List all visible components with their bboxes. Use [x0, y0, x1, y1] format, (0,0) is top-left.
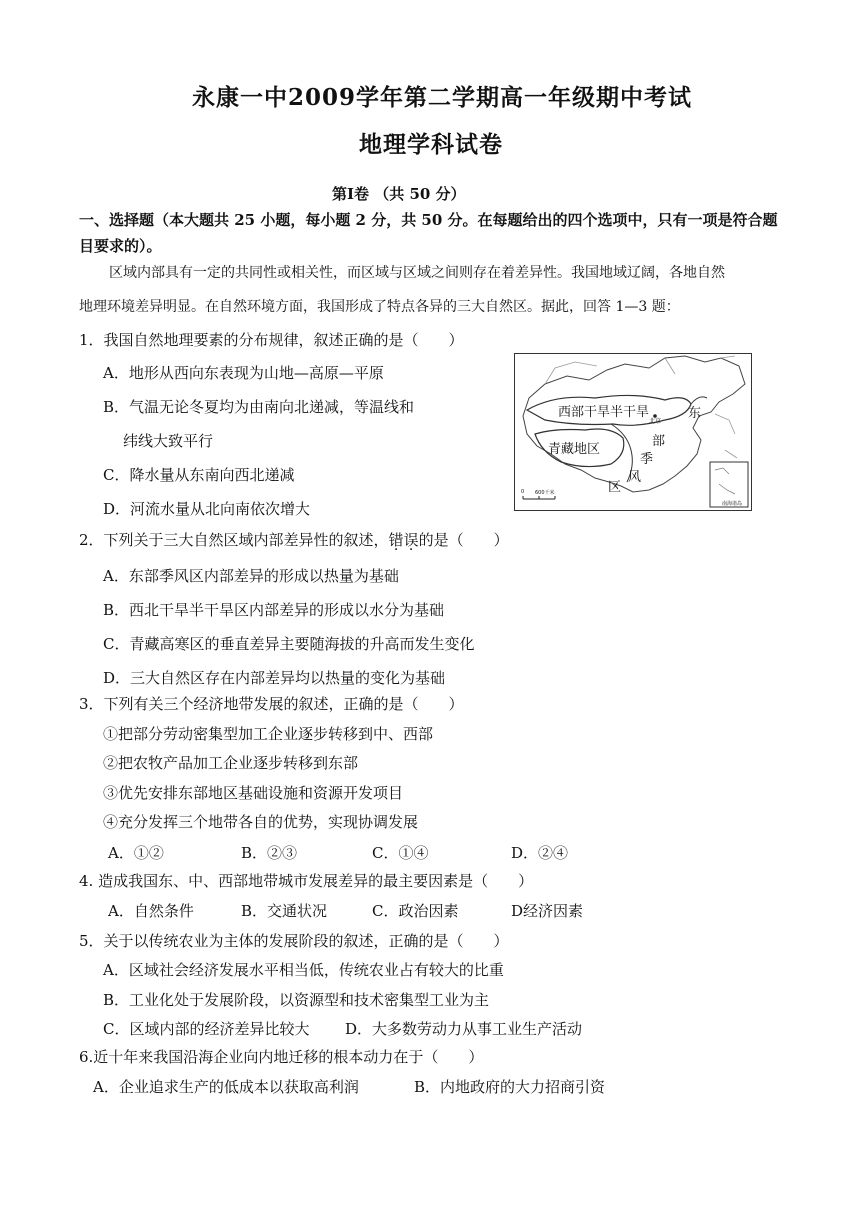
q4-option-c: C．政治因素: [372, 902, 459, 920]
q1-option-c: C．降水量从东南向西北递减: [103, 466, 295, 484]
q6-stem: 6.近十年来我国沿海企业向内地迁移的根本动力在于（ ）: [79, 1048, 484, 1066]
china-natural-regions-map: [514, 353, 752, 511]
q3-item-2: ②把农牧产品加工企业逐步转移到东部: [103, 754, 359, 772]
q6-option-b: B．内地政府的大力招商引资: [414, 1078, 606, 1096]
map-label-northwest: 西部干旱半干旱: [558, 405, 650, 420]
map-inset-label: 南海诸岛: [722, 501, 743, 507]
q3-item-1: ①把部分劳动密集型加工企业逐步转移到中、西部: [103, 725, 434, 743]
q3-option-a: A．①②: [108, 844, 164, 862]
exam-title: 永康一中2009学年第二学期高一年级期中考试: [192, 84, 693, 111]
q1-option-b: B．气温无论冬夏均为由南向北递减，等温线和: [103, 398, 415, 416]
q2-option-b: B．西北干旱半干旱区内部差异的形成以水分为基础: [103, 601, 445, 619]
q2-option-a: A．东部季风区内部差异的形成以热量为基础: [103, 567, 399, 585]
q2-stem: [79, 529, 509, 550]
section-label: 第Ⅰ卷 （共 50 分）: [332, 185, 466, 203]
map-label-east-1: 东: [688, 406, 702, 421]
q6-option-a: A．企业追求生产的低成本以获取高利润: [93, 1078, 359, 1096]
exam-subtitle: 地理学科试卷: [359, 131, 503, 158]
q4-option-d: D经济因素: [511, 902, 584, 920]
q5-stem: 5．关于以传统农业为主体的发展阶段的叙述，正确的是（ ）: [79, 932, 509, 950]
q2-option-c: C．青藏高寒区的垂直差异主要随海拔的升高而发生变化: [103, 635, 475, 653]
q3-option-b: B．②③: [241, 844, 298, 862]
q2-emphasis-2: 误: [403, 531, 419, 549]
q4-stem: 4. 造成我国东、中、西部地带城市发展差异的最主要因素是（ ）: [79, 872, 534, 890]
q2-stem-before: 2．下列关于三大自然区域内部差异性的叙述，: [79, 531, 389, 549]
q3-stem: 3．下列有关三个经济地带发展的叙述，正确的是（ ）: [79, 695, 464, 713]
q5-option-d: D．大多数劳动力从事工业生产活动: [345, 1020, 583, 1038]
map-label-east-4: 风: [628, 470, 642, 485]
q1-option-d: D．河流水量从北向南依次增大: [103, 500, 311, 518]
map-label-beijing: 北京: [649, 418, 662, 425]
q5-option-a: A．区域社会经济发展水平相当低，传统农业占有较大的比重: [103, 961, 504, 979]
section-instruction-1: 一、选择题（本大题共 25 小题，每小题 2 分，共 50 分。在每题给出的四个选项中，只有一项是符合题: [79, 211, 778, 229]
q2-stem-after: 的是（ ）: [418, 531, 509, 549]
intro-line-2: 地理环境差异明显。在自然环境方面，我国形成了特点各异的三大自然区。据此，回答 1—3 题：: [79, 299, 680, 315]
q2-option-d: D．三大自然区存在内部差异均以热量的变化为基础: [103, 669, 446, 687]
q4-option-a: A．自然条件: [108, 902, 194, 920]
q5-option-c: C．区域内部的经济差异比较大: [103, 1020, 310, 1038]
q3-option-d: D．②④: [511, 844, 569, 862]
map-label-qingzang: 青藏地区: [548, 442, 601, 457]
q2-emphasis-1: 错: [388, 531, 404, 549]
q1-stem: 1．我国自然地理要素的分布规律，叙述正确的是（ ）: [79, 331, 464, 349]
section-instruction-2: 目要求的）。: [79, 237, 162, 255]
q5-option-b: B．工业化处于发展阶段，以资源型和技术密集型工业为主: [103, 991, 490, 1009]
q4-option-b: B．交通状况: [241, 902, 328, 920]
q3-item-3: ③优先安排东部地区基础设施和资源开发项目: [103, 784, 404, 802]
intro-line-1: 区域内部具有一定的共同性或相关性，而区域与区域之间则存在着差异性。我国地域辽阔，各地自然: [109, 265, 725, 281]
map-scale-label: 600千米: [535, 490, 555, 496]
map-label-east-5: 区: [608, 480, 622, 495]
map-label-east-3: 季: [640, 452, 654, 467]
map-label-east-2: 部: [652, 434, 666, 449]
q3-item-4: ④充分发挥三个地带各自的优势，实现协调发展: [103, 813, 419, 831]
q1-option-a: A．地形从西向东表现为山地—高原—平原: [103, 364, 384, 382]
q1-option-b-cont: 纬线大致平行: [123, 432, 214, 450]
map-scale-zero: 0: [521, 489, 525, 495]
q3-option-c: C．①④: [372, 844, 429, 862]
